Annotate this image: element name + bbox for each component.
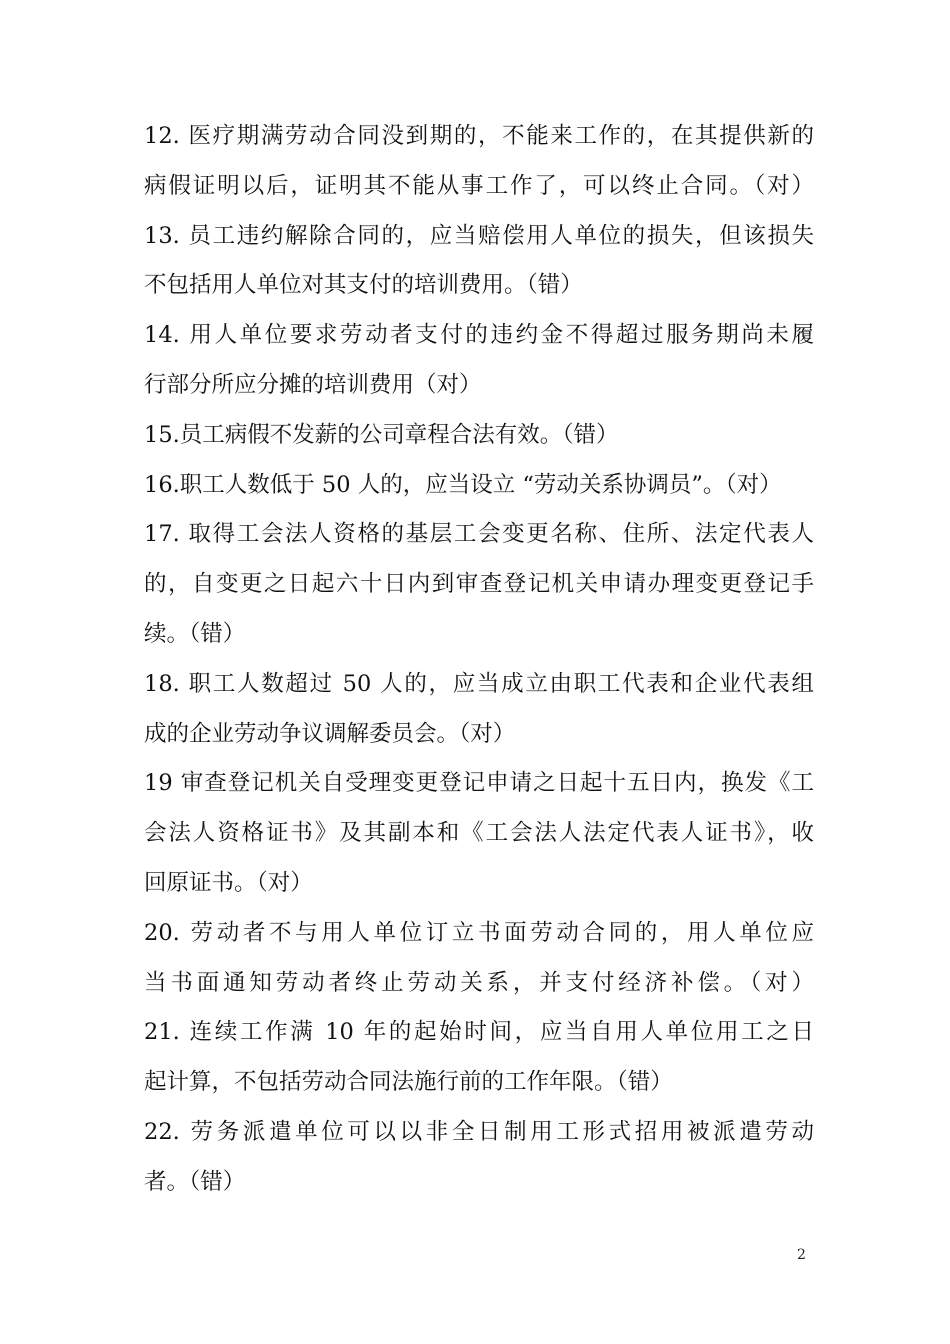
text-line: 成的企业劳动争议调解委员会。（对）	[144, 720, 516, 747]
page-number: 2	[797, 1247, 806, 1263]
text-line: 16.职工人数低于 50 人的，应当设立 “劳动关系协调员”。（对）	[144, 471, 782, 498]
text-line: 13. 员工违约解除合同的，应当赔偿用人单位的损失，但该损失	[144, 222, 814, 249]
text-line: 22. 劳务派遣单位可以以非全日制用工形式招用被派遣劳动	[144, 1118, 814, 1145]
text-line: 的，自变更之日起六十日内到审查登记机关申请办理变更登记手	[144, 571, 814, 598]
text-line: 续。（错）	[144, 620, 246, 647]
text-line: 病假证明以后，证明其不能从事工作了，可以终止合同。（对）	[144, 172, 814, 199]
text-line: 会法人资格证书》及其副本和《工会法人法定代表人证书》，收	[144, 820, 814, 847]
text-line: 起计算，不包括劳动合同法施行前的工作年限。（错）	[144, 1069, 673, 1096]
text-line: 者。（错）	[144, 1168, 246, 1195]
text-line: 回原证书。（对）	[144, 869, 313, 896]
text-line: 12. 医疗期满劳动合同没到期的，不能来工作的，在其提供新的	[144, 123, 814, 149]
text-line: 21. 连续工作满 10 年的起始时间，应当自用人单位用工之日	[144, 1019, 814, 1046]
text-line: 14. 用人单位要求劳动者支付的违约金不得超过服务期尚未履	[144, 322, 814, 349]
text-line: 19 审查登记机关自受理变更登记申请之日起十五日内，换发《工	[144, 770, 814, 797]
text-line: 18. 职工人数超过 50 人的，应当成立由职工代表和企业代表组	[144, 670, 814, 697]
text-line: 不包括用人单位对其支付的培训费用。（错）	[144, 272, 583, 299]
document-body	[144, 112, 814, 1208]
text-line: 行部分所应分摊的培训费用（对）	[144, 371, 482, 398]
text-line: 17. 取得工会法人资格的基层工会变更名称、住所、法定代表人	[144, 521, 814, 548]
text-line: 15.员工病假不发薪的公司章程合法有效。（错）	[144, 421, 619, 448]
text-line: 当书面通知劳动者终止劳动关系，并支付经济补偿。（对）	[144, 969, 814, 996]
text-line: 20. 劳动者不与用人单位订立书面劳动合同的，用人单位应	[144, 919, 814, 946]
